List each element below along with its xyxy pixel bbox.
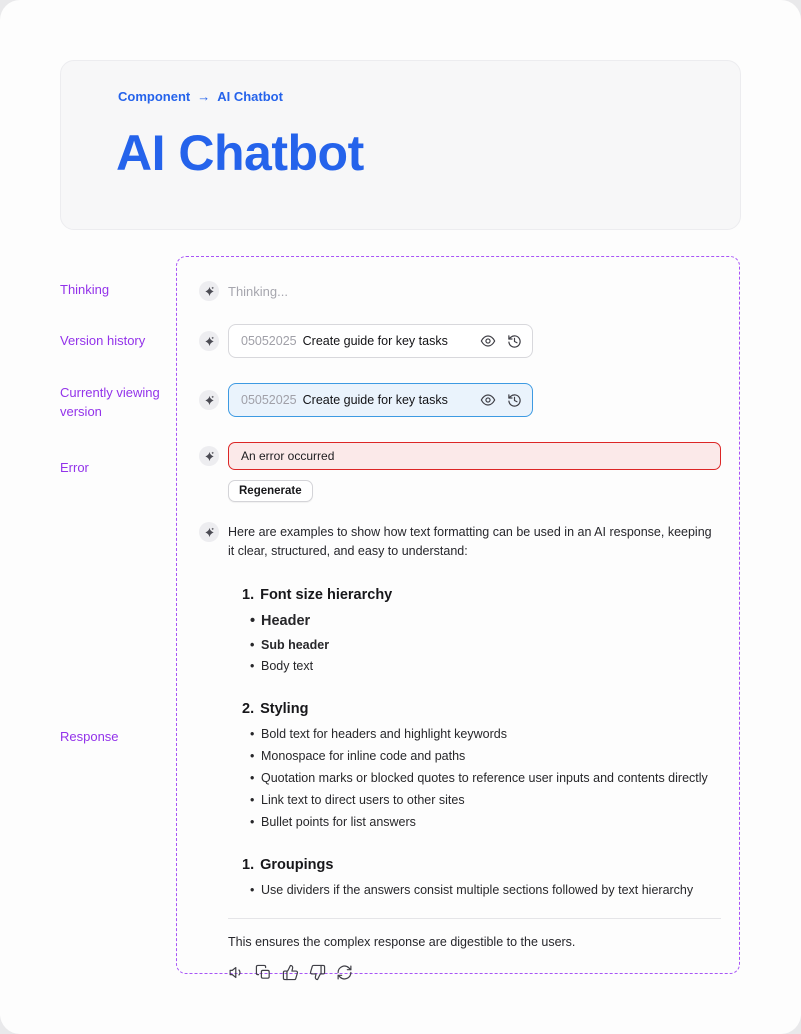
- version-date: 05052025: [241, 334, 297, 348]
- annotation-version-history: Version history: [60, 333, 146, 348]
- thinking-row: [199, 281, 721, 301]
- chatbot-spec-frame: [176, 256, 740, 974]
- section-heading: [228, 701, 721, 717]
- thinking-text: Thinking...: [228, 283, 288, 299]
- list-item-text: Sub header: [261, 637, 330, 652]
- list-item: [261, 882, 721, 899]
- sparkle-icon: [204, 527, 215, 538]
- response-divider: [228, 918, 721, 919]
- response-row: [199, 523, 721, 981]
- thumbs-down-icon: [309, 964, 326, 981]
- error-row: [199, 442, 721, 502]
- version-row: [199, 324, 721, 358]
- sparkle-icon: [204, 395, 215, 406]
- copy-icon: [255, 964, 272, 981]
- list-item: [261, 637, 721, 654]
- thumbs-down-button[interactable]: [309, 964, 326, 981]
- version-label: Create guide for key tasks: [302, 334, 448, 348]
- response-section-groupings: [228, 857, 721, 899]
- version-row: [199, 383, 721, 417]
- section-title: Styling: [260, 701, 309, 718]
- breadcrumb-parent[interactable]: Component: [118, 89, 191, 104]
- response-section-font-hierarchy: [228, 587, 721, 675]
- list-item: [261, 748, 721, 765]
- thumbs-up-icon: [282, 964, 299, 981]
- section-title: Font size hierarchy: [260, 587, 393, 603]
- speaker-icon: [228, 964, 245, 981]
- breadcrumb-arrow-icon: →: [197, 89, 211, 104]
- ai-avatar: [199, 446, 219, 466]
- ai-avatar: [199, 522, 219, 542]
- regenerate-icon: [336, 964, 353, 981]
- annotation-thinking: Thinking: [60, 282, 110, 297]
- list-item: [261, 792, 721, 809]
- response-section-styling: [228, 701, 721, 830]
- section-title: Groupings: [260, 856, 334, 873]
- page-title: AI Chatbot: [116, 125, 364, 181]
- read-aloud-button[interactable]: [228, 964, 245, 981]
- section-number: 1.: [242, 587, 255, 603]
- version-actions: [480, 392, 522, 408]
- annotation-currently-viewing-version: Currently viewing version: [60, 385, 160, 419]
- version-rows: [199, 324, 721, 417]
- response-action-bar: [228, 964, 721, 981]
- list-item-text: Monospace for inline code and paths: [261, 749, 466, 764]
- component-header-card: [60, 60, 741, 230]
- version-date: 05052025: [241, 393, 297, 407]
- section-heading: [228, 857, 721, 873]
- list-item: [261, 814, 721, 831]
- ai-avatar: [199, 390, 219, 410]
- version-actions: [480, 333, 522, 349]
- regenerate-button[interactable]: Regenerate: [228, 480, 313, 502]
- version-history-button[interactable]: [507, 393, 522, 408]
- copy-button[interactable]: [255, 964, 272, 981]
- list-item-text: Quotation marks or blocked quotes to reference user inputs and contents directly: [261, 771, 708, 786]
- sparkle-icon: [204, 336, 215, 347]
- section-list: [228, 612, 721, 675]
- section-number: 2.: [242, 701, 255, 718]
- list-item: [261, 658, 721, 675]
- response-outro: This ensures the complex response are digestible to the users.: [228, 934, 576, 949]
- version-entry[interactable]: [228, 324, 533, 358]
- regenerate-response-button[interactable]: [336, 964, 353, 981]
- list-item: [261, 770, 721, 787]
- eye-icon: [480, 392, 496, 408]
- error-content: [228, 442, 721, 502]
- breadcrumb-current: AI Chatbot: [217, 89, 283, 104]
- view-version-button[interactable]: [480, 333, 496, 349]
- list-item: [261, 612, 721, 632]
- sparkle-icon: [204, 451, 215, 462]
- section-heading: [228, 587, 721, 603]
- list-item-text: Bold text for headers and highlight keywords: [261, 727, 507, 742]
- section-list: [228, 726, 721, 830]
- list-item-text: Use dividers if the answers consist multiple sections followed by text hierarchy: [261, 882, 694, 897]
- eye-icon: [480, 333, 496, 349]
- view-version-button[interactable]: [480, 392, 496, 408]
- breadcrumb: [118, 89, 740, 104]
- annotation-error: Error: [60, 460, 89, 475]
- annotation-response: Response: [60, 729, 119, 744]
- list-item-text: Link text to direct users to other sites: [261, 792, 465, 807]
- version-label: Create guide for key tasks: [302, 393, 448, 407]
- section-list: [228, 882, 721, 899]
- version-entry[interactable]: [228, 383, 533, 417]
- list-item: [261, 726, 721, 743]
- history-icon: [507, 334, 522, 349]
- history-icon: [507, 393, 522, 408]
- ai-avatar: [199, 281, 219, 301]
- section-number: 1.: [242, 856, 255, 873]
- list-item-text: Body text: [261, 659, 314, 674]
- response-content: [228, 523, 721, 981]
- sparkle-icon: [204, 286, 215, 297]
- error-banner: An error occurred: [228, 442, 721, 470]
- thumbs-up-button[interactable]: [282, 964, 299, 981]
- version-history-button[interactable]: [507, 334, 522, 349]
- response-intro: Here are examples to show how text formatting can be used in an AI response, keeping it clear, structured, and easy to understand:: [228, 525, 712, 558]
- list-item-text: Header: [261, 613, 311, 629]
- list-item-text: Bullet points for list answers: [261, 814, 416, 829]
- ai-avatar: [199, 331, 219, 351]
